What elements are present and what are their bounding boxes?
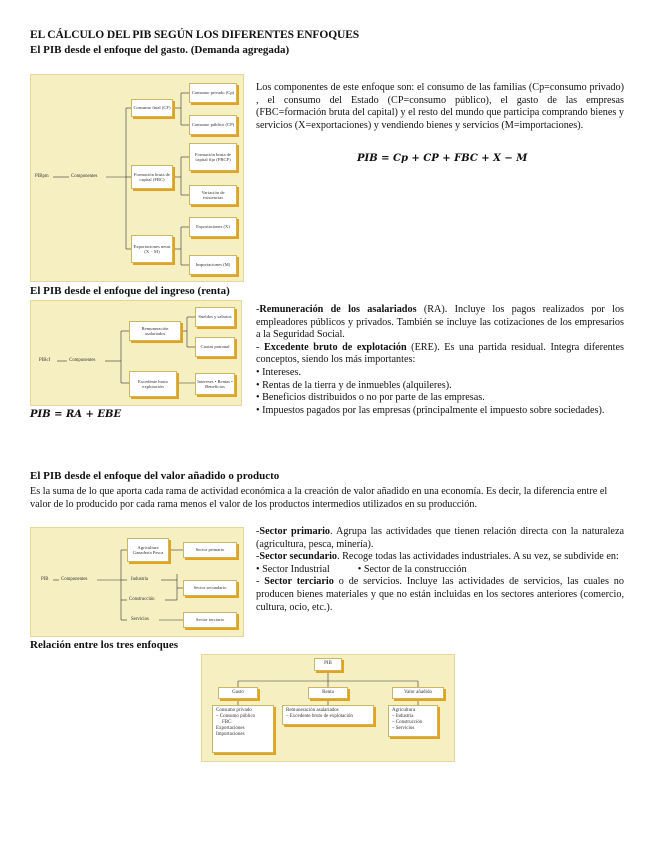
renta-formula: PIB = RA + EBE: [30, 409, 122, 420]
gasto-text: Los componentes de este enfoque son: el consumo de las familias (Cp=consumo privado) , el consumo del Estado (CP=consumo público), el gasto de las empresas (FBC=formación bruta del capital) y el resto del mundo que participa comprando bienes y servicios (X=exportaciones) y vendiendo bienes y servicios (M=importaciones).: [256, 82, 624, 131]
renta-bullet: • Beneficios distribuidos o no por parte de las empresas.: [256, 392, 485, 404]
page-title: EL CÁLCULO DEL PIB SEGÚN LOS DIFERENTES ENFOQUES: [30, 29, 360, 41]
valor-heading: El PIB desde el enfoque del valor añadido o producto: [30, 470, 280, 482]
relacion-renta-box: Renta: [308, 687, 348, 699]
relacion-renta-items: Remuneración asalariados – Excedente bruto de explotación: [282, 705, 374, 725]
valor-construccion: Construcción: [129, 597, 155, 602]
relacion-gasto-items: Consumo privado – Consumo público FBC Exportaciones Importaciones: [212, 705, 274, 753]
valor-primario-box: Sector primario: [183, 542, 237, 558]
valor-s2-bold: Sector secundario: [259, 551, 338, 563]
valor-intro: Es la suma de lo que aporta cada rama de actividad económica a la creación de valor añadido en una economía. Es decir, la diferencia entre el valor de lo producido por cada rama menos el valor de los productos intermedios utilizados en su producción.: [30, 486, 608, 510]
renta-remuneracion-box: Remuneración asalariados: [129, 321, 181, 341]
valor-s3-bold: Sector terciario: [264, 576, 334, 588]
renta-p1-rest: (RA). Incluye los pagos realizados por los empleadores públicos y privados. También se incluye las cotizaciones de los empresarios a la Seguridad Social.: [256, 304, 624, 341]
gasto-privado-box: Consumo privado (Cp): [189, 83, 237, 103]
renta-p1-bold: Remuneración de los asalariados: [259, 304, 417, 315]
relacion-valor-box: Valor añadido: [392, 687, 444, 699]
renta-heading: El PIB desde el enfoque del ingreso (renta): [30, 285, 230, 297]
renta-bullet: • Rentas de la tierra y de inmuebles (alquileres).: [256, 379, 452, 391]
relacion-diagram: [201, 654, 455, 762]
gasto-fbcf-box: Formación bruta de capital fijo (FBCF): [189, 143, 237, 171]
renta-bullet: • Intereses.: [256, 366, 301, 378]
renta-p2-rest: (ERE). Es una partida residual. Integra diferentes conceptos, siendo los más importantes:: [256, 341, 625, 366]
valor-s1-bold: Sector primario: [259, 526, 331, 537]
gasto-fbc-box: Formación bruta de capital (FBC): [131, 165, 173, 189]
valor-s2: -Sector secundario. Recoge todas las actividades industriales. A su vez, se subdivide en:: [256, 551, 619, 563]
valor-s1: -Sector primario. Agrupa las actividades que tienen relación directa con la naturaleza (agricultura, pesca, minería).: [256, 526, 624, 550]
relacion-valor-items: Agricultura – Industria – Construcción – Servicios: [388, 705, 438, 737]
valor-terciario-box: Sector terciario: [183, 612, 237, 628]
renta-p1: -Remuneración de los asalariados (RA). Incluye los pagos realizados por los empleadores públicos y privados. También se incluye las cotizaciones de los empresarios a la Seguridad Social.: [256, 304, 624, 341]
valor-subsectors: • Sector Industrial • Sector de la construcción: [256, 563, 467, 575]
renta-excedente-box: Excedente bruto explotación: [129, 371, 177, 397]
valor-servicios: Servicios: [131, 617, 149, 622]
renta-mid: Componentes: [69, 358, 96, 363]
gasto-import-box: Importaciones (M): [189, 255, 237, 275]
valor-text: [256, 526, 624, 614]
valor-secundario-box: Sector secundario: [183, 580, 237, 596]
gasto-root: PIBpm: [35, 174, 49, 179]
valor-agri-box: Agricultura Ganadería Pesca: [127, 538, 169, 562]
gasto-heading: El PIB desde el enfoque del gasto. (Demanda agregada): [30, 44, 290, 56]
renta-root: PIBcf: [39, 358, 51, 363]
valor-industria: Industria: [131, 577, 149, 582]
relacion-root-box: PIB: [314, 658, 342, 671]
gasto-mid: Componentes: [71, 174, 98, 179]
gasto-consumo-box: Consumo final (CF): [131, 99, 173, 117]
gasto-publico-box: Consumo público (CP): [189, 115, 237, 135]
gasto-export-box: Exportaciones (X): [189, 217, 237, 237]
renta-text: [256, 304, 624, 417]
valor-s3: - Sector terciario o de servicios. Incluye las actividades de servicios, las cuales no producen bienes materiales y que no están incluidas en los sectores anteriores (comercio, cultura, ocio, etc.).: [256, 576, 624, 613]
gasto-diagram: [30, 74, 244, 282]
renta-cuotas-box: Cuotas patronal: [195, 337, 235, 357]
relacion-gasto-box: Gasto: [218, 687, 258, 699]
renta-p2: - Excedente bruto de explotación (ERE). Es una partida residual. Integra diferentes conceptos, siendo los más importantes:: [256, 341, 625, 366]
gasto-existencias-box: Variación de existencias: [189, 185, 237, 205]
relacion-heading: Relación entre los tres enfoques: [30, 639, 179, 651]
renta-bullet: • Impuestos pagados por las empresas (principalmente el impuesto sobre sociedades).: [256, 404, 605, 416]
renta-sueldos-box: Sueldos y salarios: [195, 307, 235, 327]
gasto-formula: PIB = Cp + CP + FBC + X − M: [357, 153, 528, 164]
valor-diagram: [30, 527, 244, 637]
renta-p2-bold: Excedente bruto de explotación: [263, 341, 407, 353]
valor-mid: Componentes: [61, 577, 88, 582]
gasto-neto-box: Exportaciones netas (X − M): [131, 235, 173, 263]
valor-root: PIB: [41, 577, 49, 582]
renta-diagram: [30, 300, 242, 406]
renta-intereses-box: Intereses • Rentas • Beneficios: [195, 373, 235, 395]
